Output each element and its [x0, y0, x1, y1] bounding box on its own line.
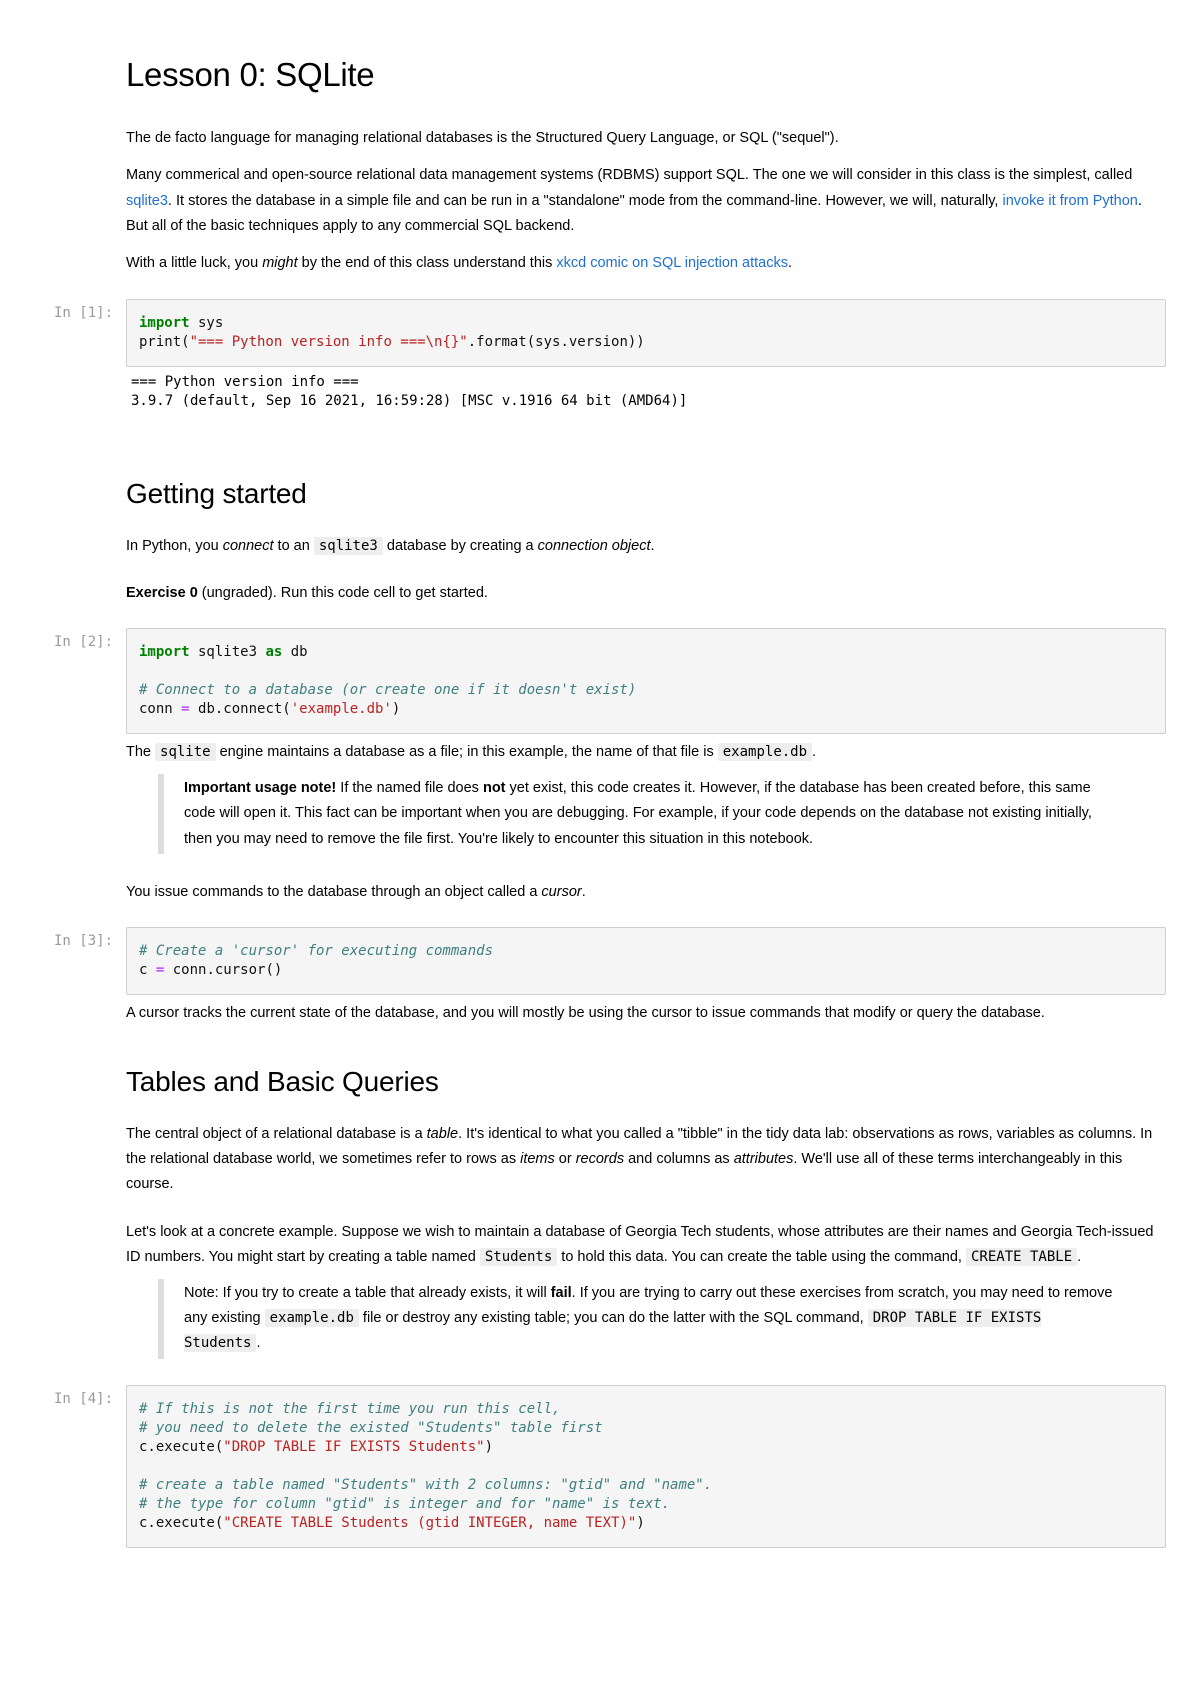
text-span: In Python, you	[126, 537, 223, 554]
code-text: conn	[139, 701, 182, 718]
code-text: c.execute(	[139, 1438, 224, 1455]
getting-started-paragraph	[126, 534, 1166, 559]
bold-text: Important usage note!	[184, 779, 337, 796]
cursor-tracks-paragraph: A cursor tracks the current state of the database, and you will mostly be using the cursor to issue commands that modify or query the database.	[126, 1005, 1045, 1022]
code-text: )	[484, 1438, 494, 1455]
text-span: (ungraded). Run this code cell to get started.	[197, 585, 488, 601]
code-line	[139, 1400, 1153, 1419]
text-span: Let's look at a concrete example. Suppose we wish to maintain a database of Georgia Tech students, whose attributes are their names and Georgia Tech-issued ID numbers. You might start by creating a table named	[126, 1223, 1154, 1266]
code-cell-1	[0, 299, 1200, 411]
code-text: db.connect(	[189, 701, 291, 718]
code-line	[139, 333, 1153, 352]
output-line: === Python version info ===	[131, 373, 359, 390]
string-literal: "DROP TABLE IF EXISTS Students"	[223, 1438, 485, 1455]
emphasis: attributes	[733, 1151, 794, 1167]
text-span: .	[256, 1335, 261, 1352]
code-line	[139, 1419, 1153, 1438]
section-heading-getting-started: Getting started	[126, 477, 307, 509]
code-line	[139, 1514, 1153, 1533]
inline-code: sqlite3	[314, 537, 383, 555]
emphasis: table	[426, 1125, 459, 1142]
inline-code: CREATE TABLE	[966, 1248, 1077, 1266]
keyword: as	[265, 644, 283, 661]
text-span: . But all of the basic techniques apply to any commercial SQL backend.	[126, 192, 1142, 234]
code-comment: # Create a 'cursor' for executing commands	[139, 943, 494, 960]
code-cell-3	[0, 927, 1200, 995]
code-line	[139, 643, 1153, 662]
code-text: c	[139, 962, 156, 979]
code-cell-2	[0, 628, 1200, 734]
code-comment: # Connect to a database (or create one if it doesn't exist)	[139, 682, 637, 699]
input-prompt: In [4]:	[54, 1390, 114, 1407]
text-span: With a little luck, you	[126, 255, 263, 272]
text-span: You issue commands to the database through an object called a	[126, 883, 542, 900]
cursor-paragraph	[126, 880, 1166, 905]
code-line-blank	[139, 1457, 1153, 1476]
text-span: to an	[273, 537, 314, 554]
code-input-editor[interactable]	[126, 927, 1166, 995]
emphasis: records	[575, 1151, 625, 1167]
code-line	[139, 681, 1153, 700]
code-line	[139, 1476, 1153, 1495]
text-span: or	[554, 1151, 576, 1167]
drop-table-note	[158, 1279, 1124, 1359]
intro-paragraph-3	[126, 251, 1166, 276]
tables-paragraph-1	[126, 1122, 1166, 1198]
keyword: import	[139, 314, 190, 331]
text-span: and columns as	[624, 1151, 734, 1167]
code-comment: # If this is not the first time you run this cell,	[139, 1400, 561, 1417]
code-text: print(	[139, 333, 190, 350]
code-line	[139, 942, 1153, 961]
text-span: .	[812, 744, 817, 761]
code-text: .format(sys.version))	[467, 333, 645, 350]
markdown-cell-intro	[126, 0, 1166, 277]
sqlite3-link[interactable]: sqlite3	[126, 192, 168, 209]
text-span: .	[787, 255, 792, 272]
code-text: sqlite3	[189, 644, 266, 661]
code-input-editor[interactable]	[126, 299, 1166, 367]
operator: =	[155, 962, 165, 979]
markdown-cell-after-cell-3	[126, 1001, 1166, 1026]
string-literal: "=== Python version info ===\n{}"	[189, 333, 468, 350]
keyword: import	[139, 644, 190, 661]
text-span: .	[650, 537, 655, 554]
inline-code: example.db	[265, 1309, 359, 1327]
markdown-cell-getting-started	[126, 469, 1166, 607]
code-comment: # you need to delete the existed "Students" table first	[139, 1419, 603, 1436]
inline-code: Students	[480, 1248, 557, 1266]
code-line	[139, 961, 1153, 980]
string-literal: 'example.db'	[290, 701, 392, 718]
text-span: engine maintains a database as a file; in this example, the name of that file is	[215, 744, 718, 761]
code-text: c.execute(	[139, 1514, 224, 1531]
text-span: If the named file does	[336, 779, 483, 796]
text-span: . If you are trying to carry out these exercises from scratch, you may need to remove any existing	[184, 1284, 1113, 1326]
text-span: Note: If you try to create a table that already exists, it will	[184, 1284, 551, 1301]
code-text: conn.cursor()	[164, 962, 283, 979]
code-text: db	[282, 644, 308, 661]
operator: =	[181, 701, 190, 718]
text-span: file or destroy any existing table; you can do the latter with the SQL command,	[358, 1309, 868, 1326]
inline-code: example.db	[718, 743, 812, 761]
code-text: )	[391, 701, 401, 718]
cell-output	[131, 367, 1200, 411]
code-text: sys	[189, 314, 224, 331]
text-span: database by creating a	[382, 537, 538, 554]
code-line	[139, 1438, 1153, 1457]
markdown-cell-tables	[126, 1057, 1166, 1359]
bold-text: fail	[550, 1284, 572, 1301]
exercise-0-paragraph	[126, 581, 1166, 606]
sqlite-engine-paragraph	[126, 740, 1166, 765]
text-span: yet exist, this code creates it. However, if the database has been created before, this same code will open it. This fact can be important when you are debugging. For example, if your code depends on the database not existing initially, then you may need to remove the file first. You're likely to encounter this situation in this notebook.	[184, 779, 1092, 847]
code-line-blank	[139, 662, 1153, 681]
inline-code: DROP TABLE IF EXISTS Students	[184, 1309, 1042, 1352]
code-cell-4	[0, 1385, 1200, 1548]
text-span: . We'll use all of these terms interchangeably in this course.	[126, 1151, 1123, 1193]
code-comment: # the type for column "gtid" is integer and for "name" is text.	[139, 1495, 671, 1512]
code-comment: # create a table named "Students" with 2 columns: "gtid" and "name".	[139, 1476, 713, 1493]
code-input-editor[interactable]	[126, 1385, 1166, 1548]
text-span: .	[1077, 1249, 1082, 1266]
code-line	[139, 700, 1153, 719]
output-line: 3.9.7 (default, Sep 16 2021, 16:59:28) [MSC v.1916 64 bit (AMD64)]	[131, 392, 688, 409]
input-prompt: In [2]:	[54, 634, 114, 651]
text-span: . It's identical to what you called a "tibble" in the tidy data lab: observations as rows, variables as columns. In the relational database world, we sometimes refer to rows as	[126, 1125, 1153, 1167]
emphasis: items	[520, 1151, 555, 1167]
note-text	[184, 1281, 1124, 1357]
page-title: Lesson 0: SQLite	[126, 56, 375, 93]
text-span: .	[581, 883, 586, 900]
code-text: )	[636, 1514, 645, 1531]
text-span: Many commerical and open-source relational data management systems (RDBMS) support SQL. The one we will consider in this class is the simplest, called	[126, 167, 1133, 184]
input-prompt: In [3]:	[54, 933, 114, 950]
important-usage-note	[158, 774, 1124, 854]
input-prompt: In [1]:	[54, 304, 114, 321]
emphasis: connection object	[537, 537, 651, 554]
section-heading-tables: Tables and Basic Queries	[126, 1065, 439, 1097]
text-span: The central object of a relational database is a	[126, 1125, 427, 1142]
inline-code: sqlite	[155, 743, 216, 761]
text-span: by the end of this class understand this	[297, 255, 557, 272]
note-text	[184, 776, 1124, 852]
emphasis: connect	[222, 537, 274, 554]
intro-paragraph-1: The de facto language for managing relational databases is the Structured Query Language, or SQL ("sequel").	[126, 129, 839, 146]
markdown-cell-after-cell-2	[126, 740, 1166, 905]
bold-text: not	[482, 779, 506, 796]
bold-text: Exercise 0	[126, 585, 198, 601]
code-line	[139, 314, 1153, 333]
emphasis: might	[262, 255, 298, 272]
text-span: . It stores the database in a simple file and can be run in a "standalone" mode from the command-line. However, we will, naturally,	[167, 192, 1003, 209]
text-span: to hold this data. You can create the table using the command,	[557, 1249, 966, 1266]
emphasis: cursor	[541, 883, 582, 900]
code-line	[139, 1495, 1153, 1514]
tables-paragraph-2	[126, 1220, 1166, 1271]
text-span: The	[126, 744, 156, 761]
string-literal: "CREATE TABLE Students (gtid INTEGER, name TEXT)"	[223, 1514, 637, 1531]
invoke-from-python-link[interactable]: invoke it from Python	[1002, 192, 1138, 209]
code-input-editor[interactable]	[126, 628, 1166, 734]
intro-paragraph-2	[126, 163, 1166, 239]
xkcd-comic-link[interactable]: xkcd comic on SQL injection attacks	[556, 255, 788, 272]
